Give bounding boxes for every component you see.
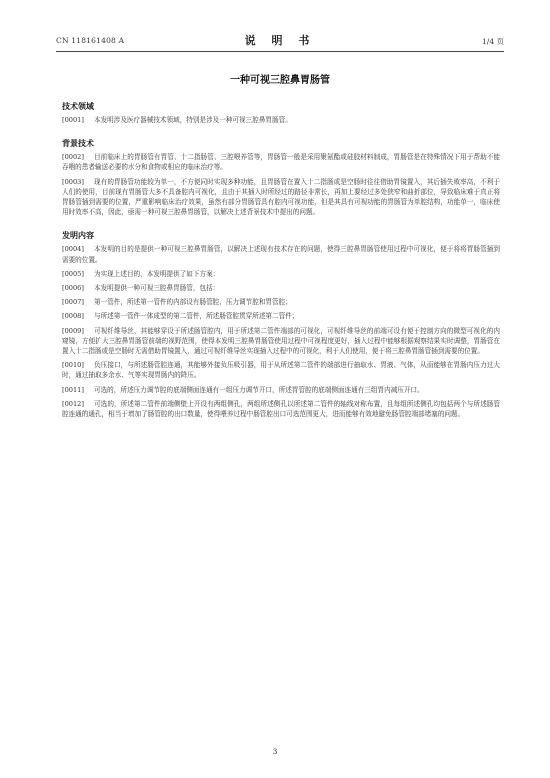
- section: [62, 229, 500, 419]
- paragraph: [62, 152, 500, 172]
- paragraph-text: 目前临床上的胃肠管有胃管、十二指肠管、三腔喂养管等，胃肠管一般是采用聚氨酯或硅胶材料制成，胃肠管是在特殊情况下用于帮助不能吞咽的患者输送必要的水分和食物或相应的临床治疗等。: [62, 153, 500, 172]
- paragraph: [62, 283, 500, 293]
- page-header: [56, 30, 504, 50]
- section-heading: 技术领域: [62, 101, 94, 111]
- paragraph-number: [0010]: [62, 361, 84, 370]
- paragraph: [62, 269, 500, 279]
- paragraph-number: [0008]: [62, 312, 84, 321]
- paragraph-text: 现有的胃肠管功能较为单一，不方便同时实现多种功能，且胃肠管在置入十二指肠或是空肠时往往借助胃镜置入，其后插失败率高，不利于人们的使用，目前现有胃肠管大多不具备腔内可视化，且由于其插入时所经过的路径非常长，再加上要经过多处狭窄和曲折部位，导致临床难于真正将胃肠管插到需要的位置，严重影响临床治疗效果，虽然有部分胃肠管具有腔内可视功能，但是其具有可视功能的胃肠管为单腔结构，功能单一，临床使用时效率不高，因此，亟需一种可视三腔鼻胃肠管，以解决上述背景技术中提出的问题。: [62, 177, 500, 217]
- paragraph-number: [0009]: [62, 326, 84, 335]
- document-type-title: 说 明 书: [244, 34, 316, 47]
- paragraph-number: [0012]: [62, 399, 84, 408]
- section-heading: 发明内容: [62, 230, 94, 241]
- paragraph: [62, 385, 500, 395]
- section-heading: 背景技术: [62, 138, 94, 149]
- page-number: 3: [272, 747, 278, 756]
- paragraph: [62, 177, 500, 218]
- header-rule: [56, 51, 504, 52]
- paragraph: [62, 326, 500, 357]
- paragraph: [62, 244, 500, 264]
- section: [62, 137, 500, 217]
- paragraph-text: 负压接口，与所述肠管腔连通，其能够外接负压吸引器，用于从所述第二管件的端部进行抽取水、胃液、气体，从而能够在胃肠内压力过大时，通过抽取多余水、气等实现胃肠内的降压。: [62, 361, 500, 380]
- paragraph: [62, 360, 500, 380]
- paragraph-number: [0005]: [62, 269, 84, 278]
- paragraph-number: [0004]: [62, 245, 84, 254]
- paragraph-text: 与所述第一管件一体成型的第二管件，所述肠管腔贯穿所述第二管件；: [94, 312, 299, 321]
- paragraph: [62, 399, 500, 419]
- paragraph-text: 为实现上述目的，本发明提供了如下方案：: [94, 269, 220, 278]
- publication-number: CN 118161408 A: [56, 36, 125, 45]
- paragraph-number: [0007]: [62, 298, 84, 307]
- paragraph-text: 可视纤维导丝，其能够穿设于所述肠管腔内，用于所述第二管件端部的可视化，可视纤维导丝的前端可设有便于控制方向的微型可视化的内窥镜，方便扩大三腔鼻胃肠管前端的视野范围，使得本发明三腔鼻胃肠管使用过程中可视程度更好，插入过程中能够根据观察结果实时调整，胃肠管在置入十二指肠或是空肠时无需借助胃镜置入，通过可视纤维导丝实现插入过程中的可视化，利于人们使用，便于将三腔鼻胃肠管插到需要的位置。: [62, 326, 500, 356]
- paragraph-number: [0006]: [62, 284, 84, 293]
- paragraph-number: [0001]: [62, 116, 84, 124]
- paragraph-number: [0011]: [62, 385, 84, 394]
- paragraph: [62, 115, 500, 125]
- section: [62, 100, 500, 125]
- paragraph-text: 可选的，所述第二管件前端侧壁上开设有两组侧孔，两组所述侧孔以所述第二管件的轴线对称布置，且每组所述侧孔均包括两个与所述肠管腔连通的通孔，相当于增加了肠管腔的出口数量，使得喂养过程中肠管腔出口可选范围更大，进而能够有效地避免肠管腔端部堵塞的问题。: [62, 399, 500, 419]
- paragraph-number: [0002]: [62, 153, 84, 162]
- paragraph-text: 第一管件，所述第一管件的内部设有肠管腔、压力调节腔和胃管腔；: [94, 298, 292, 307]
- page-indicator: 1/4 页: [482, 37, 504, 46]
- paragraph-text: 本发明提供一种可视三腔鼻胃肠管，包括：: [94, 284, 220, 293]
- paragraph-text: 本发明涉及医疗器械技术领域，特别是涉及一种可视三腔鼻胃肠管。: [94, 116, 292, 124]
- paragraph-text: 可选的，所述压力调节腔的底端侧面连通有一组压力调节开口，所述胃管腔的底端侧面连通有三组胃内减压开口。: [94, 385, 424, 394]
- invention-title: 一种可视三腔鼻胃肠管: [230, 75, 330, 86]
- paragraph: [62, 297, 500, 307]
- paragraph-text: 本发明的目的是提供一种可视三腔鼻胃肠管，以解决上述现有技术存在的问题，使得三腔鼻胃肠管使用过程中可视化，便于将将胃肠管插到需要的位置。: [62, 245, 500, 264]
- paragraph: [62, 311, 500, 321]
- paragraph-number: [0003]: [62, 177, 84, 186]
- description-body: [62, 100, 500, 431]
